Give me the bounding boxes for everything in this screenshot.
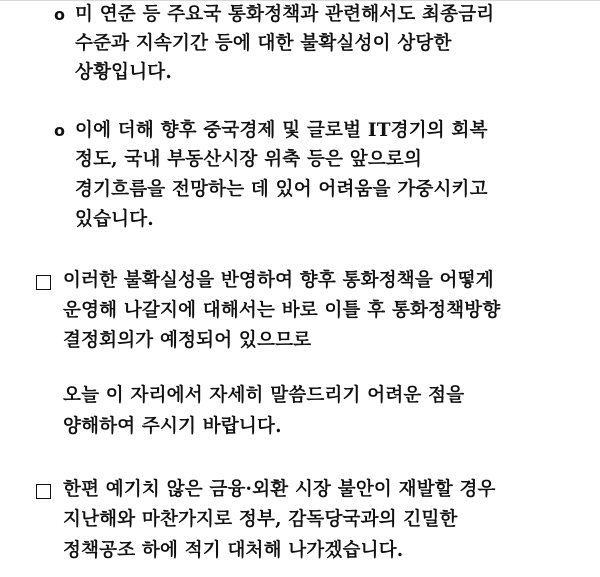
paragraph-line: 이에 더해 향후 중국경제 및 글로벌 IT경기의 회복 — [75, 120, 488, 141]
top-border — [0, 0, 600, 1]
checkbox-square-icon — [36, 275, 51, 290]
circle-bullet-icon: o — [54, 5, 65, 24]
paragraph-line: 이러한 불확실성을 반영하여 향후 통화정책을 어떻게 — [63, 270, 494, 291]
paragraph-line: 운영해 나갈지에 대해서는 바로 이틀 후 통화정책방향 — [63, 300, 501, 321]
checkbox-square-icon — [36, 484, 51, 499]
paragraph-line: 한편 예기치 않은 금융·외환 시장 불안이 재발할 경우 — [63, 479, 496, 500]
paragraph-line: 결정회의가 예정되어 있으므로 — [63, 330, 312, 351]
paragraph-line: 지난해와 마찬가지로 정부, 감독당국과의 긴밀한 — [63, 509, 458, 530]
paragraph-line: 정도, 국내 부동산시장 위축 등은 앞으로의 — [75, 149, 423, 170]
paragraph-line: 수준과 지속기간 등에 대한 불확실성이 상당한 — [75, 33, 452, 54]
paragraph-line: 정책공조 하에 적기 대처해 나가겠습니다. — [63, 540, 404, 561]
paragraph-line: 미 연준 등 주요국 통화정책과 관련해서도 최종금리 — [75, 4, 495, 25]
paragraph-line: 양해하여 주시기 바랍니다. — [63, 416, 282, 437]
paragraph-line: 있습니다. — [75, 209, 154, 230]
circle-bullet-icon: o — [54, 121, 65, 140]
paragraph-line: 경기흐름을 전망하는 데 있어 어려움을 가중시키고 — [75, 179, 488, 200]
paragraph-line: 오늘 이 자리에서 자세히 말씀드리기 어려운 점을 — [63, 385, 465, 406]
paragraph-line: 상황입니다. — [75, 62, 172, 83]
